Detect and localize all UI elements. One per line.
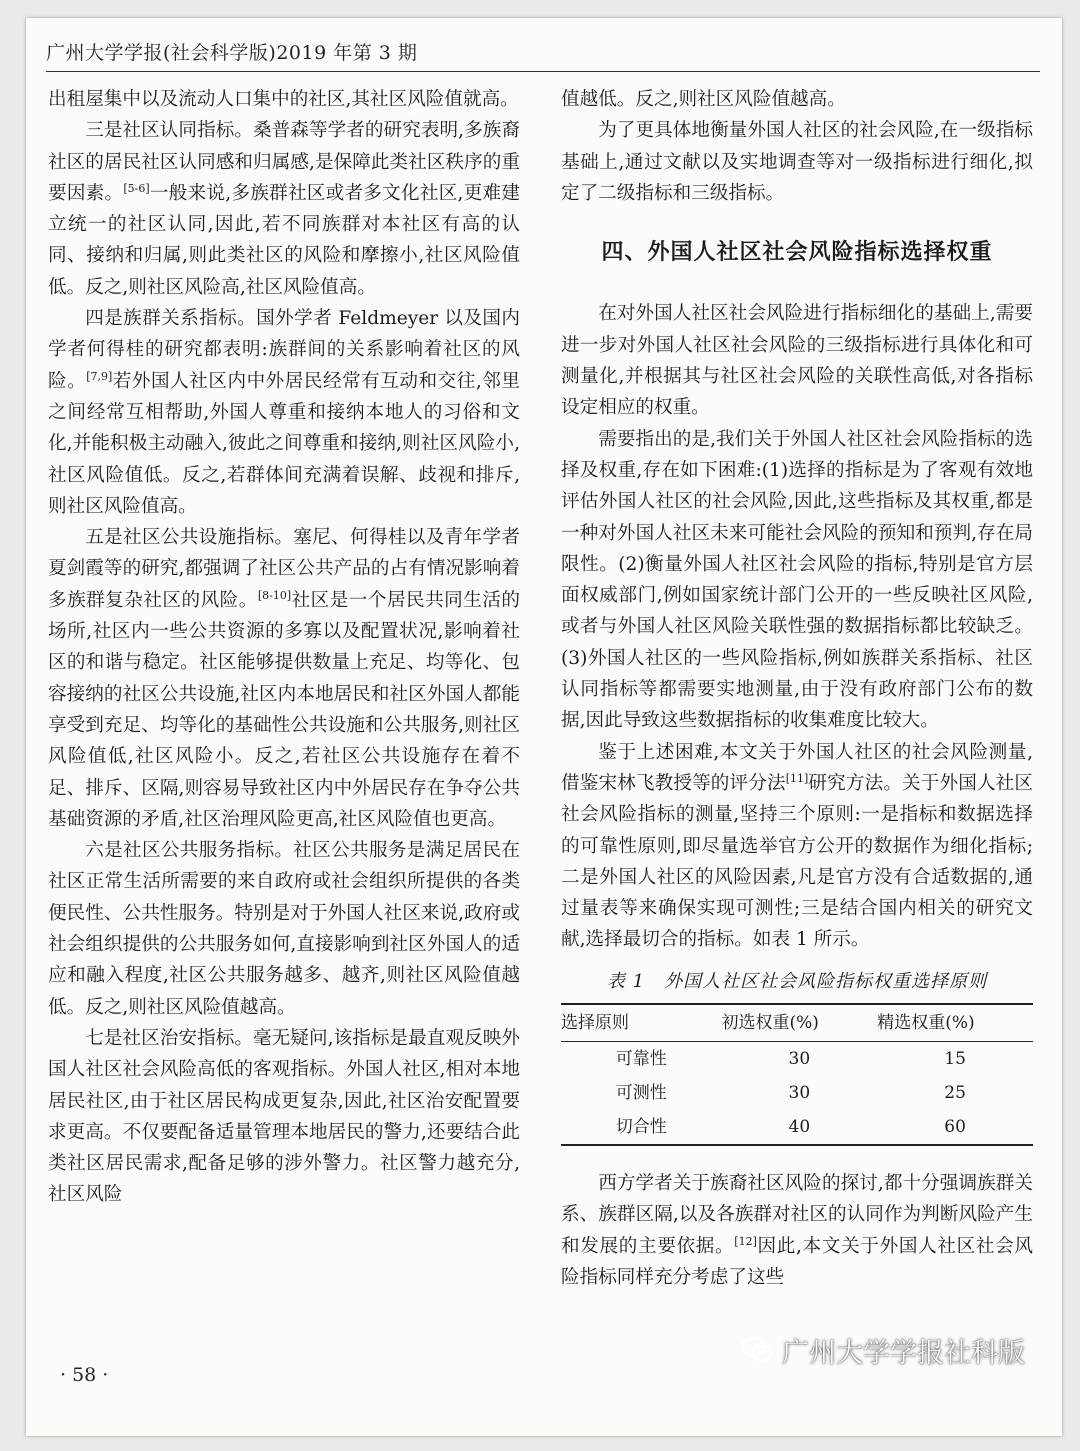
- paragraph: 需要指出的是,我们关于外国人社区社会风险指标的选择及权重,存在如下困难:(1)选择的指标是为了客观有效地评估外国人社区的社会风险,因此,这些指标及其权重,都是一种对外国人社区未来可能社会风险的预知和预判,存在局限性。(2)衡量外国人社区社会风险的指标,特别是官方层面权威部门,例如国家统计部门公开的一些反映社区风险,或者与外国人社区风险关联性强的数据指标都比较缺乏。(3)外国人社区的一些风险指标,例如族群关系指标、社区认同指标等都需要实地测量,由于没有政府部门公布的数据,因此导致这些数据指标的收集难度比较大。: [561, 428, 1033, 732]
- paragraph-text: 社区是一个居民共同生活的场所,社区内一些公共资源的多寡以及配置状况,影响着社区的和谐与稳定。社区能够提供数量上充足、均等化、包容接纳的社区公共设施,社区内本地居民和社区外国人都能享受到充足、均等化的基础性公共设施和公共服务,则社区风险值低,社区风险小。反之,若社区公共设施存在着不足、排斥、区隔,则容易导致社区内中外居民存在争夺公共基础资源的矛盾,社区治理风险更高,社区风险值也更高。: [48, 589, 520, 830]
- paragraph: 七是社区治安指标。毫无疑问,该指标是最直观反映外国人社区社会风险高低的客观指标。外国人社区,相对本地居民社区,由于社区居民构成更复杂,因此,社区治安配置要求更高。不仅要配备适量管理本地居民的警力,还要结合此类社区居民需求,配备足够的涉外警力。社区警力越充分,社区风险: [48, 1027, 520, 1206]
- citation: [11]: [785, 771, 809, 785]
- table-cell: 40: [788, 1117, 811, 1138]
- table-cell: 切合性: [615, 1117, 667, 1138]
- paragraph-text: 若外国人社区内中外居民经常有互动和交往,邻里之间经常互相帮助,外国人尊重和接纳本地人的习俗和文化,并能积极主动融入,彼此之间尊重和接纳,则社区风险小,社区风险值低。反之,若群体间充满着误解、歧视和排斥,则社区风险值高。: [48, 370, 520, 517]
- citation: [8-10]: [257, 588, 292, 602]
- paragraph: 出租屋集中以及流动人口集中的社区,其社区风险值就高。: [48, 89, 519, 110]
- running-header: 广州大学学报(社会科学版)2019 年第 3 期: [46, 42, 418, 64]
- paragraph: 六是社区公共服务指标。社区公共服务是满足居民在社区正常生活所需要的来自政府或社会组织所提供的各类便民性、公共性服务。特别是对于外国人社区来说,政府或社会组织提供的公共服务如何,直接影响到社区外国人的适应和融入程度,社区公共服务越多、越齐,则社区风险值越低。反之,则社区风险值越高。: [48, 840, 520, 1018]
- paragraph-text: 西方学者关于族裔社区风险的探讨,都十分强调族群关系、族群区隔,以及各族群对社区的认同作为判断风险产生和发展的主要依据。: [561, 1173, 1033, 1257]
- table-header-cell: 选择原则: [561, 1013, 629, 1034]
- wechat-watermark: [740, 1330, 1025, 1370]
- paragraph: [48, 303, 520, 522]
- citation: [5-6]: [123, 181, 150, 195]
- table-header-cell: 精选权重(%): [877, 1013, 975, 1034]
- wechat-icon: [740, 1335, 774, 1365]
- paragraph: [48, 522, 520, 835]
- paragraph: 在对外国人社区社会风险进行指标细化的基础上,需要进一步对外国人社区社会风险的三级指标进行具体化和可测量化,并根据其与社区社会风险的关联性高低,对各指标设定相应的权重。: [561, 303, 1033, 419]
- table-cell: 可测性: [615, 1083, 667, 1104]
- paragraph: 为了更具体地衡量外国人社区的社会风险,在一级指标基础上,通过文献以及实地调查等对一级指标进行细化,拟定了二级指标和三级指标。: [561, 120, 1033, 204]
- table-cell: 25: [944, 1083, 966, 1104]
- table-row: [561, 1110, 1033, 1145]
- journal-page: [26, 18, 1062, 1436]
- table-cell: 60: [944, 1117, 966, 1138]
- paragraph-text: 四是族群关系指标。国外学者 Feldmeyer 以及国内学者何得桂的研究都表明:族群间的关系影响着社区的风险。: [48, 308, 520, 392]
- table-cell: 30: [788, 1083, 811, 1104]
- paragraph-text: 鉴于上述困难,本文关于外国人社区的社会风险测量,借鉴宋林飞教授等的评分法: [561, 741, 1033, 794]
- table-caption: 表 1 外国人社区社会风险指标权重选择原则: [606, 970, 988, 992]
- paragraph-text: 五是社区公共设施指标。塞尼、何得桂以及青年学者夏剑霞等的研究,都强调了社区公共产品的占有情况影响着多族群复杂社区的风险。: [48, 527, 520, 611]
- weight-table: [561, 1003, 1033, 1146]
- paragraph: 值越低。反之,则社区风险值越高。: [561, 89, 846, 110]
- table-cell: 可靠性: [615, 1049, 667, 1070]
- paragraph-text: 研究方法。关于外国人社区社会风险指标的测量,坚持三个原则:一是指标和数据选择的可靠性原则,即尽量选举官方公开的数据作为细化指标;二是外国人社区的风险因素,凡是官方没有合适数据的,通过量表等来确保实现可测性;三是结合国内相关的研究文献,选择最切合的指标。如表 1 所示。: [561, 772, 1033, 951]
- table-row: [561, 1076, 1033, 1110]
- table-header-row: [561, 1004, 1033, 1042]
- paragraph-text: 三是社区认同指标。桑普森等学者的研究表明,多族裔社区的居民社区认同感和归属感,是保障此类社区秩序的重要因素。: [48, 120, 520, 204]
- table-cell: 30: [788, 1049, 811, 1070]
- citation: [7,9]: [86, 369, 113, 383]
- header-rule: [46, 71, 1040, 72]
- paragraph: [561, 737, 1033, 956]
- paragraph: [48, 115, 520, 303]
- citation: [12]: [734, 1234, 757, 1248]
- paragraph-text: 一般来说,多族群社区或者多文化社区,更难建立统一的社区认同,因此,若不同族群对本社区有高的认同、接纳和归属,则此类社区的风险和摩擦小,社区风险值低。反之,则社区风险高,社区风险值高。: [48, 182, 520, 298]
- table-cell: 15: [944, 1049, 966, 1070]
- table-row: [561, 1042, 1033, 1077]
- table-header-cell: 初选权重(%): [721, 1013, 819, 1034]
- right-column: [561, 84, 1033, 1293]
- watermark-text: 广州大学学报社科版: [782, 1337, 1025, 1369]
- page-number: · 58 ·: [60, 1364, 109, 1386]
- paragraph: [561, 1168, 1033, 1293]
- left-column: [48, 84, 520, 1211]
- section-heading: 四、外国人社区社会风险指标选择权重: [601, 239, 993, 266]
- paragraph-text: 因此,本文关于外国人社区社会风险指标同样充分考虑了这些: [561, 1235, 1033, 1288]
